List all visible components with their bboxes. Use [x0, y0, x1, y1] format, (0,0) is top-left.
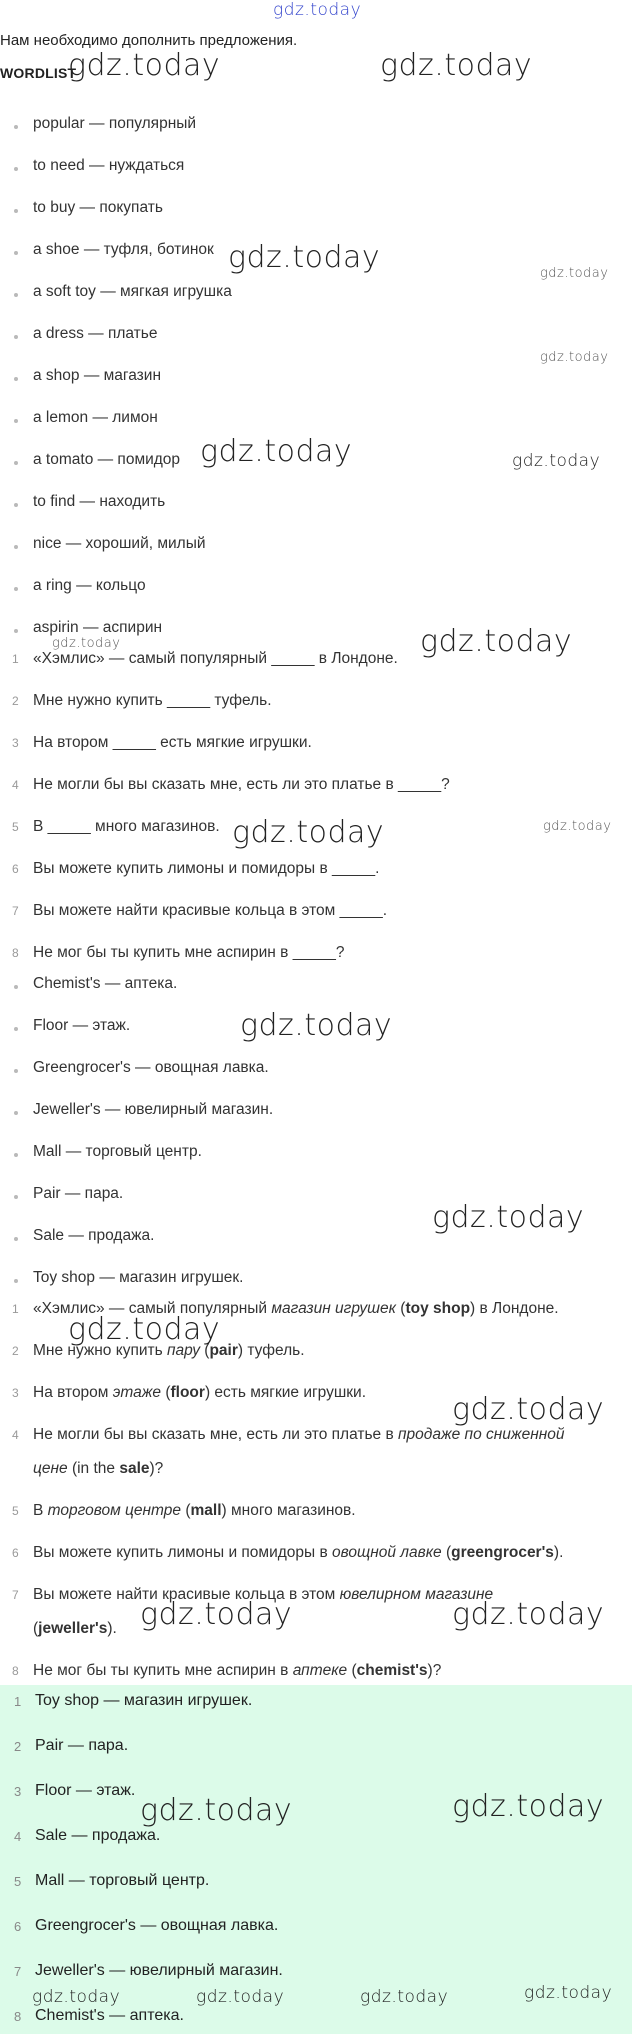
- item-number: 8: [12, 1664, 19, 1678]
- bullet-icon: [14, 1153, 18, 1157]
- bullet-icon: [14, 1279, 18, 1283]
- bullet-icon: [14, 629, 18, 633]
- watermark: gdz.today: [68, 48, 221, 83]
- final-text: Sale — продажа.: [35, 1827, 161, 1844]
- wordlist-item-text: nice — хороший, милый: [33, 535, 206, 552]
- item-number: 6: [12, 1546, 19, 1560]
- watermark: gdz.today: [540, 266, 609, 281]
- item-number: 5: [12, 1504, 19, 1518]
- watermark: gdz.today: [512, 451, 601, 471]
- watermark: gdz.today: [196, 1987, 285, 2007]
- bullet-icon: [14, 1237, 18, 1241]
- item-number: 6: [14, 1919, 22, 1934]
- exercise-text: Вы можете найти красивые кольца в этом _____.: [33, 902, 388, 919]
- vocab-text: Mall — торговый центр.: [33, 1143, 202, 1160]
- wordlist-item-text: a dress — платье: [33, 325, 158, 342]
- item-number: 4: [12, 778, 19, 792]
- wordlist-item-text: aspirin — аспирин: [33, 619, 163, 636]
- item-number: 6: [12, 862, 19, 876]
- vocab-text: Chemist's — аптека.: [33, 975, 178, 992]
- wordlist-item-text: a tomato — помидор: [33, 451, 181, 468]
- watermark: gdz.today: [240, 1008, 393, 1043]
- intro-text: Нам необходимо дополнить предложения.: [0, 32, 298, 49]
- item-number: 4: [14, 1829, 22, 1844]
- answer-text: Не могли бы вы сказать мне, есть ли это платье в продаже по сниженной: [33, 1426, 565, 1443]
- bullet-icon: [14, 503, 18, 507]
- vocab-text: Jeweller's — ювелирный магазин.: [33, 1101, 274, 1118]
- item-number: 3: [12, 1386, 19, 1400]
- wordlist-item-text: to need — нуждаться: [33, 157, 185, 174]
- item-number: 5: [14, 1874, 22, 1889]
- answer-text: На втором этаже (floor) есть мягкие игрушки.: [33, 1384, 367, 1401]
- answer-text-cont: цене (in the sale)?: [33, 1460, 164, 1477]
- answer-text: Вы можете найти красивые кольца в этом ювелирном магазине: [33, 1586, 494, 1603]
- item-number: 8: [14, 2009, 22, 2024]
- bullet-icon: [14, 167, 18, 171]
- wordlist-item-text: a lemon — лимон: [33, 409, 158, 426]
- item-number: 1: [14, 1694, 22, 1709]
- watermark: gdz.today: [32, 1987, 121, 2007]
- bullet-icon: [14, 419, 18, 423]
- exercise-text: Вы можете купить лимоны и помидоры в _____.: [33, 860, 380, 877]
- watermark: gdz.today: [232, 815, 385, 850]
- wordlist-item-text: a shoe — туфля, ботинок: [33, 241, 214, 258]
- bullet-icon: [14, 1027, 18, 1031]
- watermark: gdz.today: [452, 1392, 605, 1427]
- final-text: Jeweller's — ювелирный магазин.: [35, 1962, 283, 1979]
- bullet-icon: [14, 545, 18, 549]
- vocab-text: Toy shop — магазин игрушек.: [33, 1269, 244, 1286]
- answer-text: Вы можете купить лимоны и помидоры в овощной лавке (greengrocer's).: [33, 1544, 564, 1561]
- watermark: gdz.today: [68, 1312, 221, 1347]
- watermark: gdz.today: [228, 240, 381, 275]
- exercise-text: Не мог бы ты купить мне аспирин в _____?: [33, 944, 345, 961]
- exercise-text: «Хэмлис» — самый популярный _____ в Лондоне.: [33, 650, 398, 667]
- answer-text: Мне нужно купить пару (pair) туфель.: [33, 1342, 305, 1359]
- wordlist-title: WORDLIST: [0, 65, 77, 81]
- bullet-icon: [14, 1195, 18, 1199]
- item-number: 8: [12, 946, 19, 960]
- watermark: gdz.today: [140, 1793, 293, 1828]
- item-number: 2: [12, 1344, 19, 1358]
- item-number: 2: [12, 694, 19, 708]
- bullet-icon: [14, 335, 18, 339]
- item-number: 3: [14, 1784, 22, 1799]
- item-number: 7: [12, 1588, 19, 1602]
- exercise-text: На втором _____ есть мягкие игрушки.: [33, 734, 312, 751]
- bullet-icon: [14, 985, 18, 989]
- watermark: gdz.today: [540, 350, 609, 365]
- item-number: 1: [12, 1302, 19, 1316]
- wordlist-item-text: to buy — покупать: [33, 199, 163, 216]
- answer-text-cont: (jeweller's).: [33, 1620, 117, 1637]
- watermark: gdz.today: [200, 434, 353, 469]
- answer-text: «Хэмлис» — самый популярный магазин игрушек (toy shop) в Лондоне.: [33, 1300, 559, 1317]
- vocab-text: Sale — продажа.: [33, 1227, 155, 1244]
- vocab-text: Greengrocer's — овощная лавка.: [33, 1059, 269, 1076]
- watermark: gdz.today: [524, 1983, 613, 2003]
- wordlist-item-text: a ring — кольцо: [33, 577, 146, 594]
- watermark: gdz.today: [360, 1987, 449, 2007]
- bullet-icon: [14, 209, 18, 213]
- bullet-icon: [14, 587, 18, 591]
- item-number: 4: [12, 1428, 19, 1442]
- watermark-top: gdz.today: [273, 0, 362, 20]
- wordlist-item-text: to find — находить: [33, 493, 166, 510]
- item-number: 3: [12, 736, 19, 750]
- item-number: 2: [14, 1739, 22, 1754]
- answer-text: В торговом центре (mall) много магазинов.: [33, 1502, 356, 1519]
- exercise-text: Не могли бы вы сказать мне, есть ли это платье в _____?: [33, 776, 450, 793]
- bullet-icon: [14, 461, 18, 465]
- item-number: 5: [12, 820, 19, 834]
- watermark: gdz.today: [380, 48, 533, 83]
- bullet-icon: [14, 125, 18, 129]
- watermark: gdz.today: [452, 1789, 605, 1824]
- exercise-text: Мне нужно купить _____ туфель.: [33, 692, 272, 709]
- watermark: gdz.today: [452, 1597, 605, 1632]
- bullet-icon: [14, 1069, 18, 1073]
- final-text: Mall — торговый центр.: [35, 1872, 210, 1889]
- watermark: gdz.today: [420, 624, 573, 659]
- bullet-icon: [14, 251, 18, 255]
- exercise-text: В _____ много магазинов.: [33, 818, 220, 835]
- watermark: gdz.today: [52, 636, 121, 651]
- vocab-text: Pair — пара.: [33, 1185, 124, 1202]
- item-number: 7: [12, 904, 19, 918]
- watermark: gdz.today: [432, 1200, 585, 1235]
- final-text: Pair — пара.: [35, 1737, 129, 1754]
- wordlist-item-text: a soft toy — мягкая игрушка: [33, 283, 232, 300]
- wordlist-item-text: a shop — магазин: [33, 367, 162, 384]
- watermark: gdz.today: [140, 1597, 293, 1632]
- final-text: Chemist's — аптека.: [35, 2007, 184, 2024]
- final-text: Toy shop — магазин игрушек.: [35, 1692, 253, 1709]
- final-text: Greengrocer's — овощная лавка.: [35, 1917, 279, 1934]
- watermark: gdz.today: [543, 819, 612, 834]
- answer-text: Не мог бы ты купить мне аспирин в аптеке (chemist's)?: [33, 1662, 442, 1679]
- vocab-text: Floor — этаж.: [33, 1017, 131, 1034]
- item-number: 7: [14, 1964, 22, 1979]
- bullet-icon: [14, 377, 18, 381]
- item-number: 1: [12, 652, 19, 666]
- bullet-icon: [14, 293, 18, 297]
- final-text: Floor — этаж.: [35, 1782, 136, 1799]
- bullet-icon: [14, 1111, 18, 1115]
- wordlist-item-text: popular — популярный: [33, 115, 197, 132]
